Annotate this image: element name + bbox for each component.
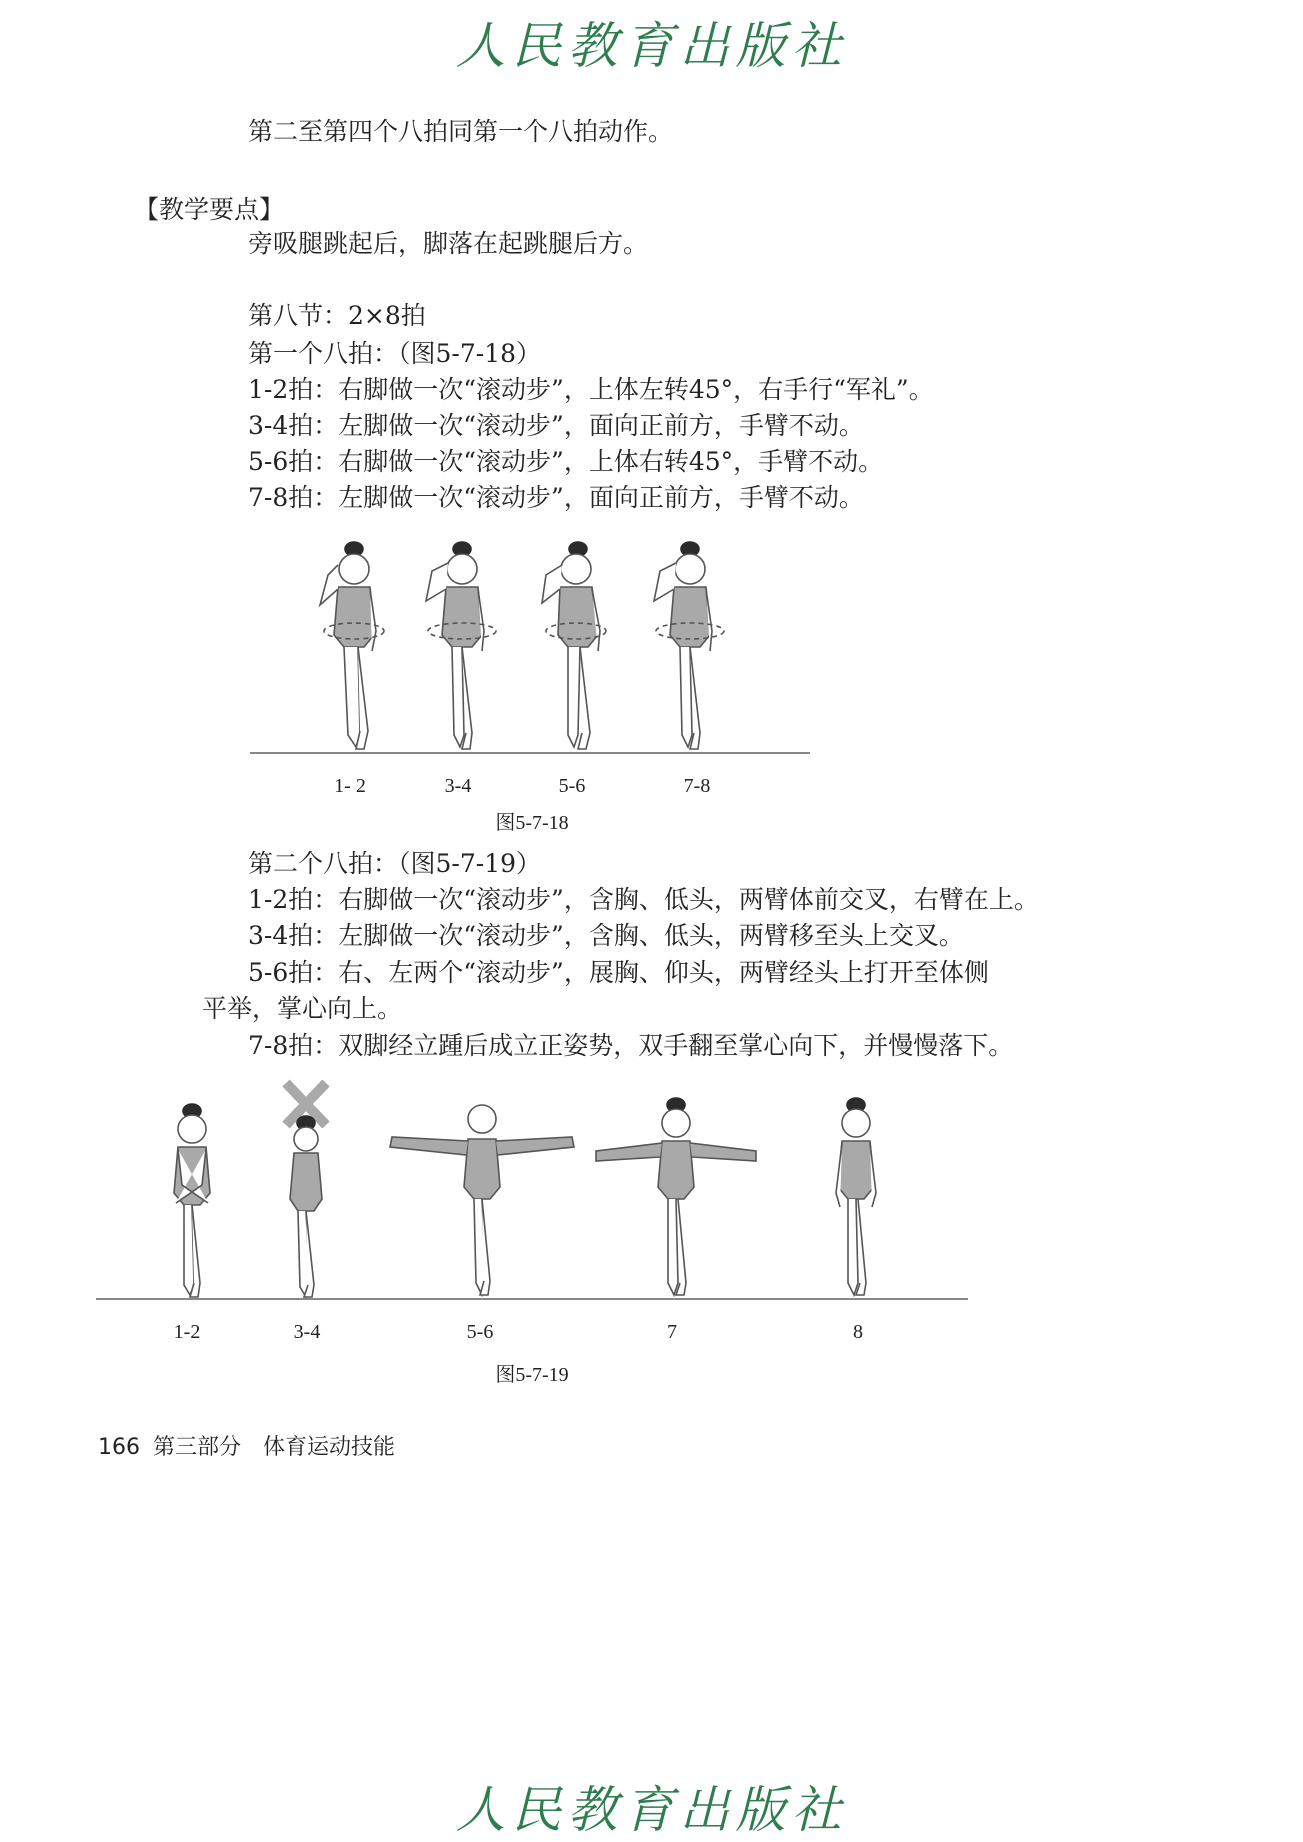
section-heading: 【教学要点】 — [134, 195, 285, 224]
paragraph-p7: 5-6拍：右脚做一次“滚动步”，上体右转45°，手臂不动。 — [248, 447, 884, 476]
figure2-pose-3-4 — [286, 1083, 326, 1297]
figure2-pose-7 — [596, 1098, 756, 1295]
page-footer — [98, 1430, 395, 1461]
figure-5-7-18-illustration — [250, 535, 820, 765]
figure-1-2 — [320, 542, 384, 749]
paragraph-p12a: 5-6拍：右、左两个“滚动步”，展胸、仰头，两臂经头上打开至体侧 — [248, 958, 989, 987]
paragraph-p12b: 平举，掌心向上。 — [202, 994, 403, 1023]
page-number: 166 — [98, 1435, 140, 1460]
figure-7-8 — [654, 542, 724, 749]
figure2-label-1: 1-2 — [173, 1321, 201, 1343]
paragraph-p1: 第二至第四个八拍同第一个八拍动作。 — [248, 117, 674, 146]
figure2-label-4: 7 — [667, 1321, 677, 1343]
paragraph-p2: 旁吸腿跳起后，脚落在起跳腿后方。 — [248, 229, 649, 258]
figure2-pose-8 — [836, 1098, 876, 1295]
paragraph-p11: 3-4拍：左脚做一次“滚动步”，含胸、低头，两臂移至头上交叉。 — [248, 921, 964, 950]
paragraph-p8: 7-8拍：左脚做一次“滚动步”，面向正前方，手臂不动。 — [248, 483, 864, 512]
figure1-label-3: 5-6 — [558, 775, 586, 797]
figure1-label-2: 3-4 — [444, 775, 472, 797]
figure2-label-2: 3-4 — [293, 1321, 321, 1343]
paragraph-p3: 第八节：2×8拍 — [248, 301, 426, 330]
paragraph-p9: 第二个八拍：（图5-7-19） — [248, 849, 542, 878]
paragraph-p4: 第一个八拍：（图5-7-18） — [248, 339, 542, 368]
figure-3-4 — [426, 542, 496, 749]
publisher-logo-top: 人民教育出版社 — [455, 17, 848, 75]
paragraph-p13: 7-8拍：双脚经立踵后成立正姿势，双手翻至掌心向下，并慢慢落下。 — [248, 1031, 1014, 1060]
figure2-label-3: 5-6 — [466, 1321, 494, 1343]
paragraph-p5: 1-2拍：右脚做一次“滚动步”，上体左转45°，右手行“军礼”。 — [248, 375, 934, 404]
paragraph-p10: 1-2拍：右脚做一次“滚动步”，含胸、低头，两臂体前交叉，右臂在上。 — [248, 885, 1039, 914]
publisher-logo-bottom: 人民教育出版社 — [455, 1781, 848, 1839]
figure-5-7-19-illustration — [96, 1075, 976, 1315]
figure1-label-4: 7-8 — [683, 775, 711, 797]
figure2-pose-5-6 — [390, 1105, 574, 1295]
figure1-caption: 图5-7-18 — [495, 812, 569, 834]
paragraph-p6: 3-4拍：左脚做一次“滚动步”，面向正前方，手臂不动。 — [248, 411, 864, 440]
figure2-caption: 图5-7-19 — [495, 1364, 569, 1386]
figure2-pose-1-2 — [174, 1104, 210, 1297]
figure2-label-5: 8 — [853, 1321, 863, 1343]
section-name: 第三部分 体育运动技能 — [153, 1435, 396, 1460]
figure-5-6 — [542, 542, 606, 749]
figure1-label-1: 1- 2 — [334, 775, 366, 797]
